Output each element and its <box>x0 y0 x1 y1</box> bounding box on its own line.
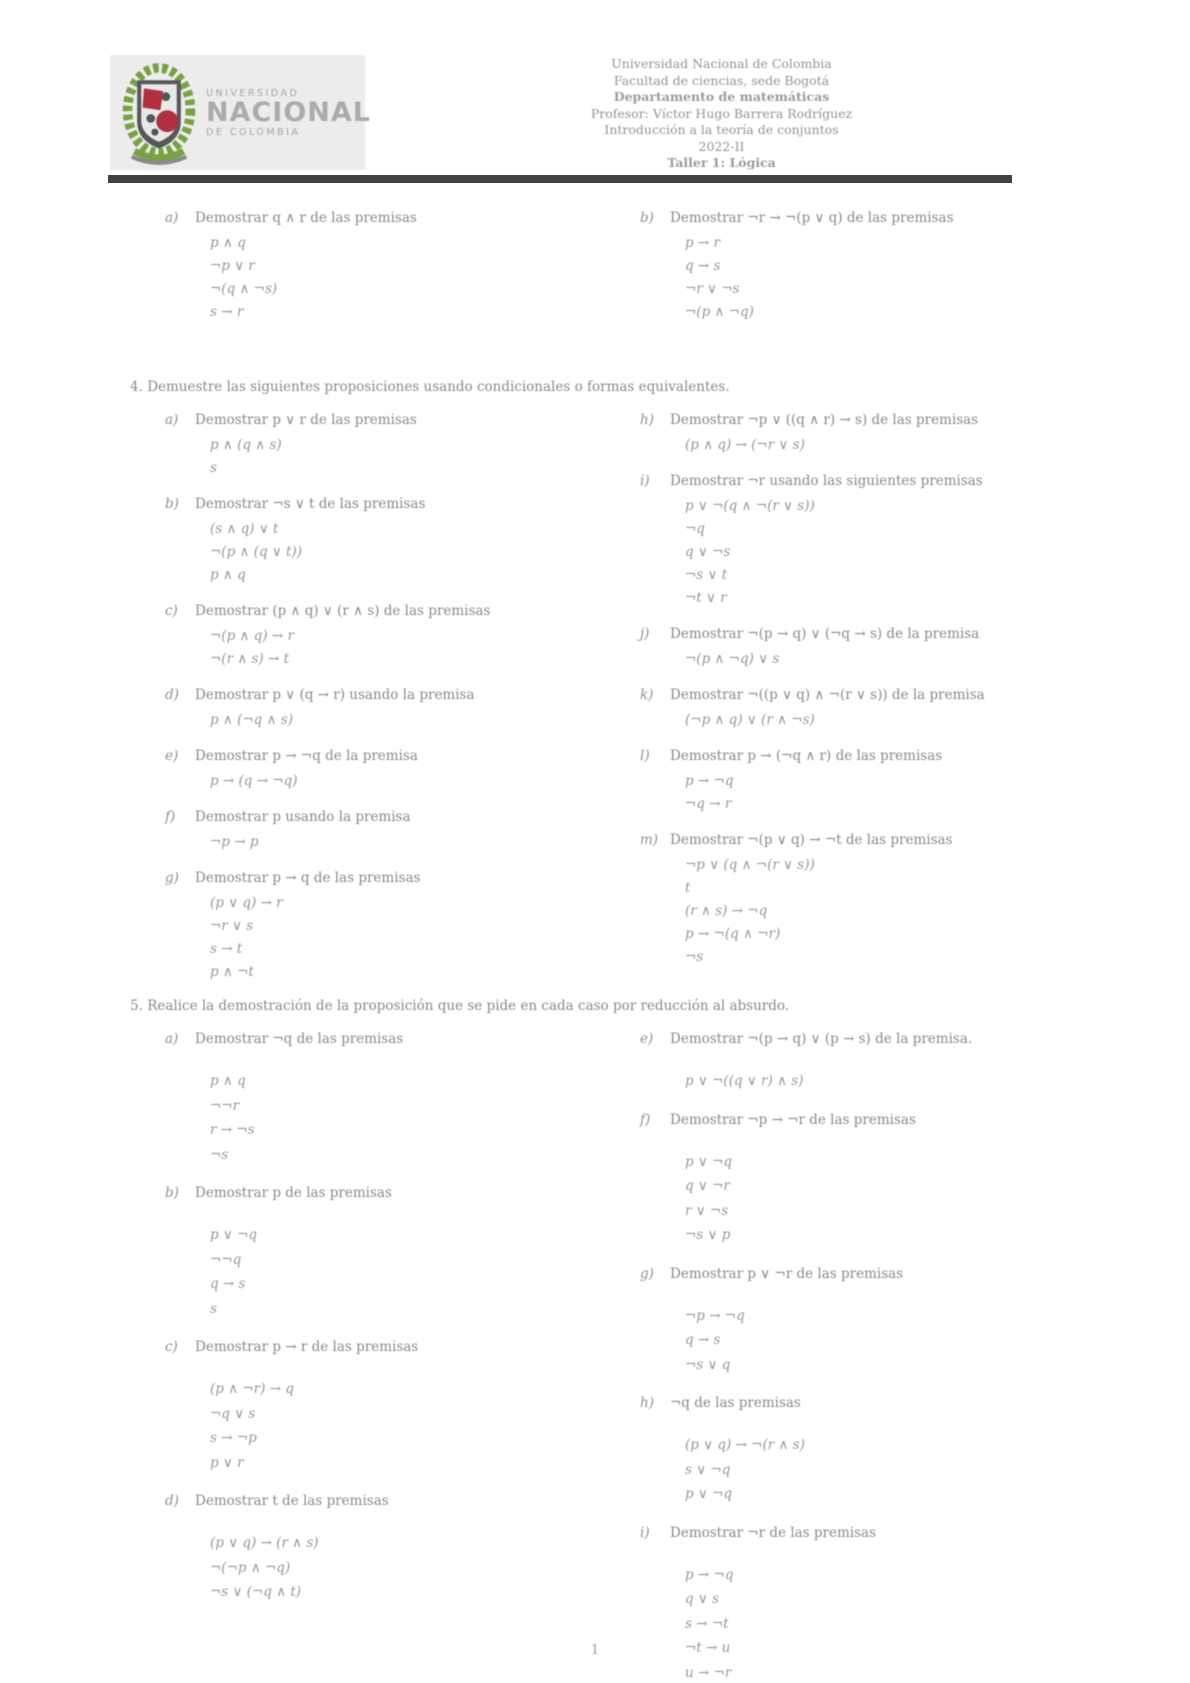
premise-formula: p ∧ (¬q ∧ s) <box>210 712 293 728</box>
premise-list <box>195 831 605 854</box>
item-body <box>195 1336 605 1475</box>
item-statement: Demostrar ¬r de las premisas <box>670 1524 877 1541</box>
premise-formula: ¬(p ∧ ¬q) ∨ s <box>685 651 780 667</box>
premise-formula: p → r <box>685 235 720 251</box>
item-body <box>195 600 605 671</box>
premise-formula: s <box>210 460 217 476</box>
section-5-right-column <box>605 1028 1082 1683</box>
premise-list <box>195 1069 605 1167</box>
premise-formula: ¬(¬p ∧ ¬q) <box>210 1559 291 1576</box>
premise-formula: ¬q ∨ s <box>210 1405 256 1422</box>
premise-formula: ¬p ∨ (q ∧ ¬(r ∨ s)) <box>685 857 815 873</box>
exercise-item <box>165 409 605 480</box>
item-letter: a) <box>165 1031 179 1047</box>
section-5-left-column <box>165 1028 605 1683</box>
item-statement: Demostrar ¬p ∨ ((q ∧ r) → s) de las premisas <box>670 412 979 428</box>
item-letter: b) <box>165 1185 179 1201</box>
premise-formula: t <box>685 880 691 896</box>
header-line-term: 2022-II <box>698 138 745 154</box>
item-body <box>670 207 1082 324</box>
item-letter: i) <box>640 473 650 489</box>
item-statement: Demostrar ¬(p → q) ∨ (¬q → s) de la premisa <box>670 626 980 642</box>
item-letter: f) <box>640 1111 651 1128</box>
item-statement: Demostrar p usando la premisa <box>195 809 411 825</box>
header-divider-rule <box>108 175 1012 183</box>
premise-list <box>195 1223 605 1321</box>
premise-formula: s <box>210 1300 217 1317</box>
premise-list <box>670 1069 1082 1094</box>
section-4-left-column <box>165 409 605 997</box>
exercise-item <box>165 1336 605 1475</box>
exercise-item <box>165 1490 605 1605</box>
premise-list <box>670 1150 1082 1248</box>
item-letter: a) <box>165 412 179 428</box>
item-body <box>670 1392 1082 1507</box>
item-body <box>195 745 605 793</box>
exercise-item <box>640 745 1082 816</box>
item-letter: c) <box>165 1339 178 1355</box>
premise-list <box>670 434 1082 457</box>
premise-formula: r ∨ ¬s <box>685 1202 729 1219</box>
premise-formula: p → ¬q <box>685 1566 734 1583</box>
premise-formula: ¬s ∨ (¬q ∧ t) <box>210 1584 302 1600</box>
premise-list <box>195 1531 605 1605</box>
item-statement: ¬q de las premisas <box>670 1395 801 1411</box>
item-statement: Demostrar ¬(p ∨ q) → ¬t de las premisas <box>670 832 953 848</box>
premise-formula: s → ¬t <box>685 1615 729 1632</box>
section-4 <box>130 376 1082 997</box>
premise-formula: ¬(r ∧ s) → t <box>210 651 290 667</box>
premise-formula: s ∨ ¬q <box>685 1461 731 1478</box>
item-statement: Demostrar ¬r usando las siguientes premisas <box>670 473 983 489</box>
exercise-item <box>165 493 605 587</box>
premise-formula: p ∧ q <box>210 1073 246 1089</box>
item-statement: Demostrar p ∨ ¬r de las premisas <box>670 1265 904 1282</box>
premise-formula: p ∧ (q ∧ s) <box>210 437 282 453</box>
item-body <box>670 829 1082 969</box>
item-body <box>670 1109 1082 1248</box>
item-letter: f) <box>165 809 176 825</box>
exercise-item <box>640 1263 1082 1378</box>
item-statement: Demostrar p → r de las premisas <box>195 1339 419 1355</box>
intro-items-block <box>130 207 1082 337</box>
header-line-department: Departamento de matemáticas <box>613 89 830 104</box>
logo-wordmark <box>206 88 371 138</box>
exercise-item <box>165 806 605 854</box>
item-body <box>195 493 605 587</box>
header-line-course: Introducción a la teoría de conjuntos <box>604 122 839 137</box>
item-letter: g) <box>165 870 179 886</box>
exercise-item <box>165 745 605 793</box>
premise-formula: ¬p → ¬q <box>685 1307 745 1324</box>
premise-formula: ¬(p ∧ q) → r <box>210 628 294 644</box>
item-body <box>670 1028 1082 1094</box>
item-letter: h) <box>640 1395 654 1411</box>
item-statement: Demostrar ¬(p → q) ∨ (p → s) de la premisa. <box>670 1031 973 1047</box>
section-4-heading <box>130 376 1082 399</box>
header-line-faculty: Facultad de ciencias, sede Bogotá <box>613 72 830 88</box>
item-body <box>195 1028 605 1167</box>
item-letter: a) <box>165 210 179 226</box>
premise-formula: p → ¬(q ∧ ¬r) <box>685 926 781 942</box>
premise-formula: (r ∧ s) → ¬q <box>685 903 768 919</box>
item-statement: Demostrar p ∨ r de las premisas <box>195 412 417 428</box>
premise-formula: p → (q → ¬q) <box>210 773 298 789</box>
item-body <box>195 1182 605 1321</box>
premise-list <box>195 232 605 324</box>
item-statement: Demostrar (p ∧ q) ∨ (r ∧ s) de las premisas <box>195 603 491 619</box>
premise-formula: ¬s <box>210 1146 229 1163</box>
premise-list <box>195 518 605 587</box>
premise-formula: p ∨ ¬q <box>685 1153 733 1170</box>
exercise-item <box>640 409 1082 457</box>
exercise-item <box>640 1028 1082 1094</box>
premise-formula: ¬s <box>685 949 704 965</box>
premise-list <box>195 770 605 793</box>
premise-formula: (p ∨ q) → r <box>210 895 283 911</box>
premise-formula: p → ¬q <box>685 773 734 789</box>
item-letter: e) <box>165 748 179 764</box>
exercise-item <box>640 684 1082 732</box>
intro-left-column <box>165 207 605 337</box>
premise-formula: ¬s ∨ p <box>685 1227 731 1243</box>
premise-formula: ¬q <box>685 521 705 537</box>
university-logo <box>110 55 372 170</box>
premise-formula: p ∨ ¬q <box>210 1227 258 1243</box>
item-statement: Demostrar ¬((p ∨ q) ∧ ¬(r ∨ s)) de la premisa <box>670 687 985 703</box>
premise-list <box>670 854 1082 969</box>
premise-formula: (p ∨ q) → ¬(r ∧ s) <box>685 1437 805 1453</box>
header-line-university: Universidad Nacional de Colombia <box>611 56 832 71</box>
exercise-item <box>165 684 605 732</box>
exercise-item <box>640 1109 1082 1248</box>
premise-formula: ¬q → r <box>685 796 732 812</box>
premise-list <box>195 709 605 732</box>
premise-list <box>195 892 605 984</box>
item-letter: b) <box>165 496 179 512</box>
item-statement: Demostrar t de las premisas <box>195 1493 389 1509</box>
premise-formula: ¬t ∨ r <box>685 590 727 606</box>
premise-list <box>670 1563 1082 1683</box>
premise-list <box>195 434 605 480</box>
premise-formula: (s ∧ q) ∨ t <box>210 521 279 537</box>
premise-list <box>670 1433 1082 1507</box>
item-letter: m) <box>640 832 659 848</box>
item-body <box>670 1263 1082 1378</box>
premise-list <box>670 709 1082 732</box>
header-line-worksheet-title: Taller 1: Lógica <box>667 155 776 170</box>
premise-formula: ¬s ∨ q <box>685 1356 731 1373</box>
item-letter: b) <box>640 210 654 226</box>
item-body <box>670 745 1082 816</box>
item-letter: d) <box>165 1493 179 1509</box>
premise-formula: q → s <box>210 1276 246 1292</box>
section-5 <box>130 995 1082 1683</box>
premise-formula: q ∨ ¬r <box>685 1178 730 1194</box>
premise-formula: p ∨ ¬((q ∨ r) ∧ s) <box>685 1073 804 1089</box>
item-statement: Demostrar q ∧ r de las premisas <box>195 210 417 226</box>
premise-list <box>195 1377 605 1475</box>
exercise-item <box>165 1182 605 1321</box>
section-5-number: 5. <box>130 998 143 1014</box>
item-body <box>195 806 605 854</box>
premise-formula: p ∧ q <box>210 235 246 251</box>
premise-formula: p ∨ ¬(q ∧ ¬(r ∨ s)) <box>685 498 815 514</box>
intro-right-column <box>605 207 1082 337</box>
section-5-heading <box>130 995 1082 1018</box>
item-body <box>670 684 1082 732</box>
exercise-item <box>640 623 1082 671</box>
premise-formula: ¬¬r <box>210 1097 240 1114</box>
item-letter: g) <box>640 1265 654 1282</box>
premise-list <box>670 1304 1082 1378</box>
item-statement: Demostrar p → q de las premisas <box>195 870 421 886</box>
premise-formula: ¬p ∨ r <box>210 258 255 274</box>
premise-list <box>670 770 1082 816</box>
premise-formula: p ∨ ¬q <box>685 1486 733 1502</box>
exercise-item <box>640 1392 1082 1507</box>
section-5-title: Realice la demostración de la proposición que se pide en cada caso por reducción al absurdo. <box>147 998 790 1014</box>
premise-list <box>670 232 1082 324</box>
item-letter: l) <box>640 748 650 764</box>
item-body <box>195 207 605 324</box>
premise-formula: (p ∧ ¬r) → q <box>210 1381 294 1397</box>
premise-formula: r → ¬s <box>210 1122 255 1138</box>
premise-formula: q → s <box>685 1332 721 1348</box>
exercise-item <box>165 1028 605 1167</box>
item-letter: i) <box>640 1524 650 1541</box>
item-statement: Demostrar p ∨ (q → r) usando la premisa <box>195 687 475 703</box>
item-statement: Demostrar ¬q de las premisas <box>195 1031 404 1047</box>
item-body <box>670 623 1082 671</box>
premise-formula: q ∨ ¬s <box>685 544 731 560</box>
premise-formula: p ∧ q <box>210 567 246 583</box>
item-body <box>670 1522 1082 1683</box>
item-body <box>670 470 1082 610</box>
item-body <box>670 409 1082 457</box>
exercise-item <box>640 1522 1082 1683</box>
premise-list <box>195 625 605 671</box>
item-statement: Demostrar p → (¬q ∧ r) de las premisas <box>670 748 943 764</box>
document-header <box>110 55 1078 172</box>
item-body <box>195 867 605 984</box>
exercise-item <box>640 470 1082 610</box>
item-statement: Demostrar ¬p → ¬r de las premisas <box>670 1111 916 1128</box>
premise-formula: q → s <box>685 258 721 274</box>
premise-formula: s → r <box>210 304 244 320</box>
item-letter: h) <box>640 412 654 428</box>
section-4-right-column <box>605 409 1082 997</box>
item-letter: d) <box>165 687 179 703</box>
premise-formula: ¬r ∨ ¬s <box>685 281 740 297</box>
exercise-item <box>165 207 605 324</box>
premise-formula: ¬s ∨ t <box>685 567 728 583</box>
premise-formula: (¬p ∧ q) ∨ (r ∧ ¬s) <box>685 712 815 728</box>
item-body <box>195 409 605 480</box>
premise-formula: ¬(q ∧ ¬s) <box>210 281 278 297</box>
premise-formula: ¬p → p <box>210 834 259 850</box>
section-4-number: 4. <box>130 379 143 395</box>
premise-formula: (p ∧ q) → (¬r ∨ s) <box>685 437 805 453</box>
item-letter: c) <box>165 603 178 619</box>
exercise-item <box>640 829 1082 969</box>
premise-formula: q ∨ s <box>685 1591 720 1607</box>
premise-formula: (p ∨ q) → (r ∧ s) <box>210 1535 319 1551</box>
premise-formula: s → t <box>210 941 243 957</box>
item-statement: Demostrar p → ¬q de la premisa <box>195 748 418 764</box>
exercise-item <box>165 600 605 671</box>
exercise-item <box>640 207 1082 324</box>
item-body <box>195 1490 605 1605</box>
premise-formula: ¬(p ∧ ¬q) <box>685 304 754 320</box>
item-statement: Demostrar ¬r → ¬(p ∨ q) de las premisas <box>670 210 954 226</box>
unal-coat-of-arms-icon <box>118 61 200 165</box>
premise-list <box>670 648 1082 671</box>
premise-list <box>670 495 1082 610</box>
section-4-title: Demuestre las siguientes proposiciones usando condicionales o formas equivalentes. <box>147 379 730 395</box>
item-letter: k) <box>640 687 654 703</box>
item-statement: Demostrar ¬s ∨ t de las premisas <box>195 496 426 512</box>
logo-wordmark-bottom: DE COLOMBIA <box>206 126 301 138</box>
premise-formula: u → ¬r <box>685 1664 732 1681</box>
logo-wordmark-top: UNIVERSIDAD <box>206 87 300 99</box>
premise-formula: p ∧ ¬t <box>210 964 254 980</box>
logo-wordmark-main: NACIONAL <box>206 96 372 128</box>
premise-formula: ¬t → u <box>685 1640 731 1656</box>
premise-formula: ¬r ∨ s <box>210 918 254 934</box>
page-number: 1 <box>590 1643 600 1658</box>
item-letter: e) <box>640 1031 654 1047</box>
premise-formula: ¬¬q <box>210 1251 242 1268</box>
premise-formula: ¬(p ∧ (q ∨ t)) <box>210 544 303 560</box>
premise-formula: s → ¬p <box>210 1430 257 1446</box>
exercise-item <box>165 867 605 984</box>
premise-formula: p ∨ r <box>210 1454 244 1471</box>
item-body <box>195 684 605 732</box>
item-statement: Demostrar p de las premisas <box>195 1185 392 1201</box>
header-title-block <box>365 55 1078 172</box>
item-letter: j) <box>640 626 650 642</box>
header-line-professor: Profesor: Víctor Hugo Barrera Rodríguez <box>590 105 853 121</box>
